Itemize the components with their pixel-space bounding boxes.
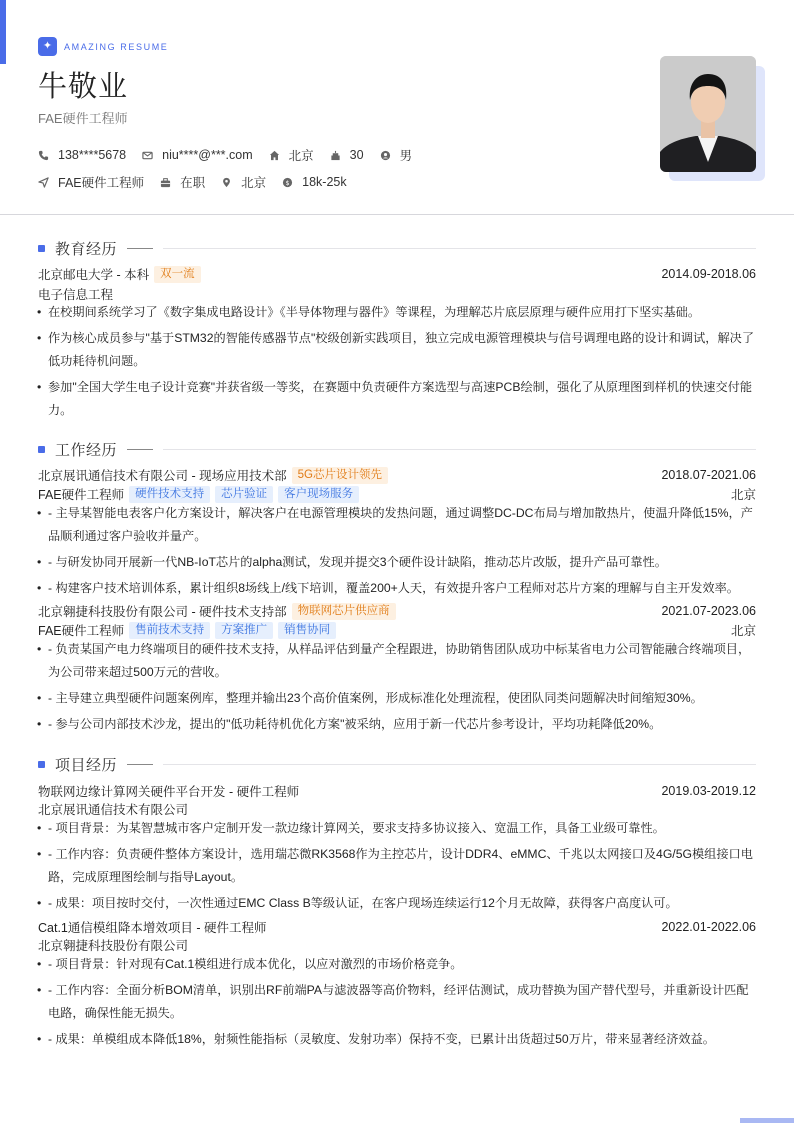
profile-photo	[660, 56, 756, 172]
section-education	[38, 238, 756, 259]
candidate-title: FAE硬件工程师	[38, 111, 128, 126]
company-tag: 物联网芯片供应商	[292, 603, 396, 620]
project-date: 2019.03-2019.12	[661, 784, 756, 798]
list-item: • - 工作内容：全面分析BOM清单，识别出RF前端PA与滤波器等高价物料，经评估测试，成功替换为国产替代型号，并重新设计匹配电路，确保性能无损失。	[38, 979, 756, 1025]
skill-tag: 方案推广	[215, 622, 273, 639]
home-item	[269, 146, 314, 164]
sparkle-icon: ✦	[38, 37, 57, 56]
email-item	[142, 148, 253, 162]
location-pin-icon	[221, 177, 232, 188]
money-icon	[282, 177, 293, 188]
project-bullets	[38, 817, 756, 918]
list-item: • - 与研发协同开展新一代NB-IoT芯片的alpha测试，发现并提交3个硬件设计缺陷，推动芯片改版，提升产品可靠性。	[38, 551, 756, 574]
age-text: 30	[349, 148, 364, 162]
target-position-text: FAE硬件工程师	[58, 176, 145, 190]
section-marker	[38, 761, 45, 768]
phone-item	[38, 148, 126, 162]
project-bullets	[38, 953, 756, 1054]
section-marker	[38, 446, 45, 453]
candidate-name: 牛敬业	[38, 71, 129, 103]
status-item	[160, 173, 205, 191]
skill-tag: 售前技术支持	[129, 622, 210, 639]
work-bullets	[38, 502, 756, 603]
section-divider-short	[127, 764, 153, 765]
major: 电子信息工程	[38, 288, 114, 302]
education-header	[38, 265, 756, 283]
section-projects	[38, 754, 756, 775]
project-name: Cat.1通信模组降本增效项目 - 硬件工程师	[38, 921, 267, 935]
project-company-line	[38, 800, 756, 818]
brand-label: AMAZING RESUME	[64, 41, 169, 52]
list-item: • - 主导某智能电表客户化方案设计，解决客户在电源管理模块的发热问题，通过调整DC-DC布局与增加散热片，使温升降低15%，产品顺利通过客户验收并量产。	[38, 502, 756, 548]
phone-text: 138****5678	[58, 148, 127, 162]
list-item: • - 项目背景：为某智慧城市客户定制开发一款边缘计算网关，要求支持多协议接入、宽温工作，具备工业级可靠性。	[38, 817, 756, 840]
work-bullets	[38, 638, 756, 739]
send-icon	[38, 177, 49, 188]
svg-text:$: $	[285, 178, 290, 187]
project-company-line	[38, 936, 756, 954]
list-item: • 作为核心成员参与"基于STM32的智能传感器节点"校级创新实践项目，独立完成电源管理模块与信号调理电路的设计和调试，解决了低功耗待机问题。	[38, 327, 756, 373]
section-divider-short	[127, 248, 153, 249]
work-header	[38, 466, 756, 484]
section-title-work: 工作经历	[55, 442, 118, 459]
company-name: 北京翱捷科技股份有限公司 - 硬件技术支持部	[38, 605, 287, 619]
target-city-item	[221, 173, 266, 191]
project-company: 北京展讯通信技术有限公司	[38, 803, 189, 817]
project-company: 北京翱捷科技股份有限公司	[38, 939, 189, 953]
role: FAE硬件工程师	[38, 488, 125, 502]
work-date: 2018.07-2021.06	[661, 468, 756, 482]
status-text: 在职	[180, 176, 206, 190]
list-item: • - 项目背景：针对现有Cat.1模组进行成本优化，以应对激烈的市场价格竞争。	[38, 953, 756, 976]
footer-accent-bar	[740, 1118, 794, 1123]
work-role-line	[38, 485, 756, 503]
list-item: • - 主导建立典型硬件问题案例库，整理并输出23个高价值案例，形成标准化处理流程，使团队同类问题解决时间缩短30%。	[38, 687, 756, 710]
list-item: • - 工作内容：负责硬件整体方案设计，选用瑞芯微RK3568作为主控芯片，设计DDR4、eMMC、千兆以太网接口及4G/5G模组接口电路，完成原理图绘制与指导Layout。	[38, 843, 756, 889]
company-name: 北京展讯通信技术有限公司 - 现场应用技术部	[38, 469, 287, 483]
target-city-text: 北京	[241, 176, 267, 190]
work-city: 北京	[730, 624, 756, 638]
list-item: • 参加"全国大学生电子设计竞赛"并获省级一等奖，在赛题中负责硬件方案选型与高速PCB绘制，强化了从原理图到样机的快速交付能力。	[38, 376, 756, 422]
role: FAE硬件工程师	[38, 624, 125, 638]
work-header	[38, 602, 756, 620]
section-title-projects: 项目经历	[55, 757, 118, 774]
gender-text: 男	[399, 149, 413, 163]
list-item: • - 参与公司内部技术沙龙，提出的"低功耗待机优化方案"被采纳，应用于新一代芯片参考设计，平均功耗降低20%。	[38, 713, 756, 736]
section-divider-short	[127, 449, 153, 450]
list-item: • - 成果：项目按时交付，一次性通过EMC Class B等级认证，在客户现场连续运行12个月无故障，获得客户高度认可。	[38, 892, 756, 915]
work-date: 2021.07-2023.06	[661, 604, 756, 618]
home-icon	[269, 150, 280, 161]
gender-item	[380, 146, 413, 164]
education-bullets	[38, 301, 756, 425]
section-work	[38, 439, 756, 460]
skill-tag: 销售协同	[278, 622, 336, 639]
salary-item	[282, 175, 346, 189]
section-title-education: 教育经历	[55, 241, 118, 258]
phone-icon	[38, 150, 49, 161]
list-item: • - 负责某国产电力终端项目的硬件技术支持，从样品评估到量产全程跟进，协助销售团队成功中标某省电力公司智能融合终端项目，为公司带来超过500万元的营收。	[38, 638, 756, 684]
project-date: 2022.01-2022.06	[661, 920, 756, 934]
list-item: • - 成果：单模组成本降低18%，射频性能指标（灵敏度、发射功率）保持不变，已累计出货超过50万片，带来显著经济效益。	[38, 1028, 756, 1051]
target-position-item	[38, 173, 144, 191]
section-divider	[163, 248, 756, 249]
work-city: 北京	[730, 488, 756, 502]
person-icon	[380, 150, 391, 161]
mail-icon	[142, 150, 153, 161]
contact-row	[38, 146, 428, 164]
education-date: 2014.09-2018.06	[661, 267, 756, 281]
school-name: 北京邮电大学 - 本科	[38, 268, 150, 282]
age-item	[330, 148, 364, 162]
salary-text: 18k-25k	[302, 175, 347, 189]
project-name: 物联网边缘计算网关硬件平台开发 - 硬件工程师	[38, 785, 300, 799]
list-item: • - 构建客户技术培训体系，累计组织8场线上/线下培训，覆盖200+人天，有效提升客户工程师对芯片方案的理解与自主开发效率。	[38, 577, 756, 600]
job-intent-row	[38, 173, 363, 191]
project-header	[38, 918, 756, 936]
list-item: • 在校期间系统学习了《数字集成电路设计》《半导体物理与器件》等课程，为理解芯片底层原理与硬件应用打下坚实基础。	[38, 301, 756, 324]
school-tag: 双一流	[154, 266, 201, 283]
skill-tag: 硬件技术支持	[129, 486, 210, 503]
work-role-line	[38, 621, 756, 639]
project-header	[38, 782, 756, 800]
skill-tag: 芯片验证	[215, 486, 273, 503]
home-text: 北京	[288, 149, 314, 163]
resume-header	[0, 0, 794, 215]
cake-icon	[330, 150, 341, 161]
skill-tag: 客户现场服务	[278, 486, 359, 503]
briefcase-icon	[160, 177, 171, 188]
section-divider	[163, 449, 756, 450]
email-text: niu****@***.com	[162, 148, 253, 162]
company-tag: 5G芯片设计领先	[292, 467, 388, 484]
section-divider	[163, 764, 756, 765]
brand	[38, 37, 168, 56]
section-marker	[38, 245, 45, 252]
